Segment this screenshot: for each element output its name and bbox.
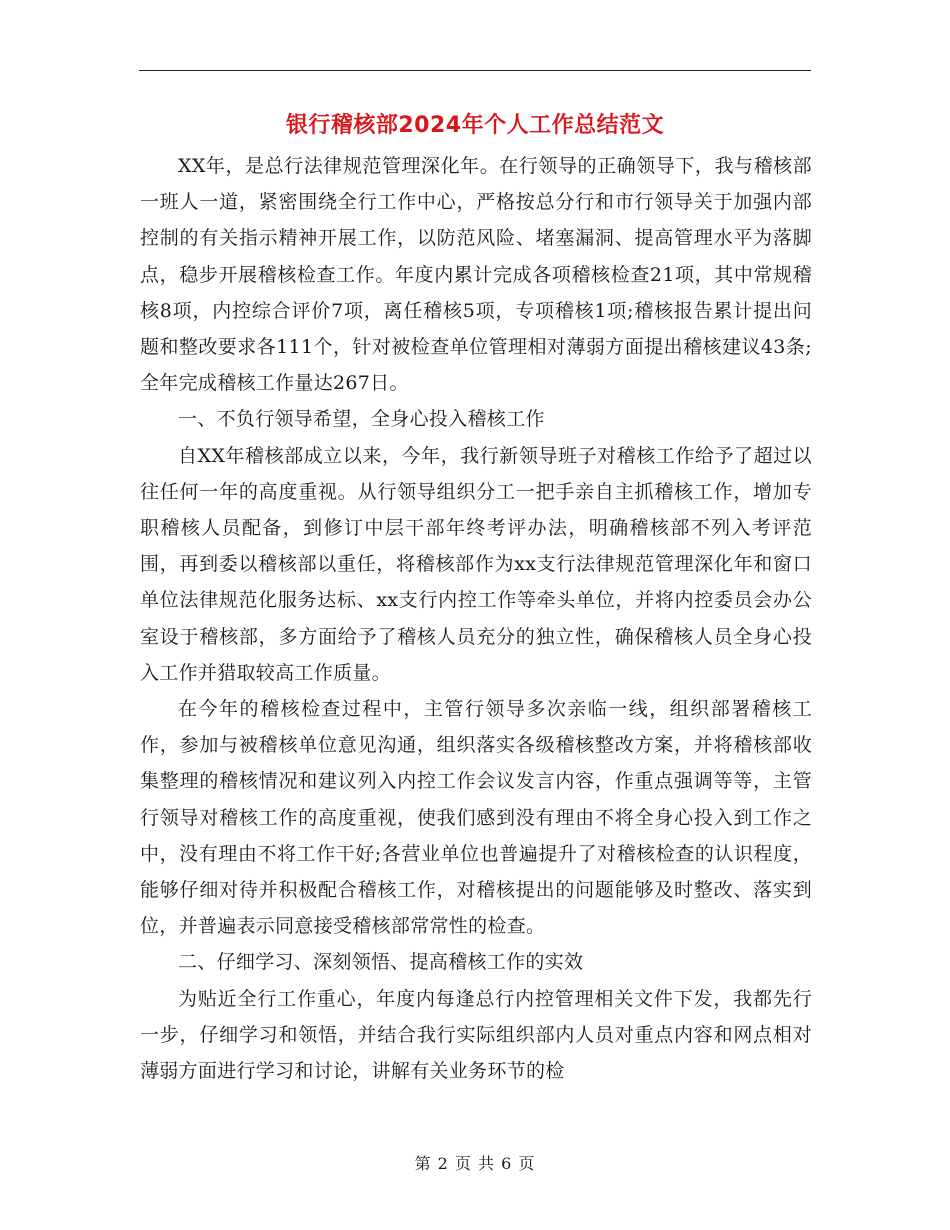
paragraph-intro: XX年，是总行法律规范管理深化年。在行领导的正确领导下，我与稽核部一班人一道，紧密围绕全行工作中心，严格按总分行和市行领导关于加强内部控制的有关指示精神开展工作，以防范风险、堵塞漏洞、提高管理水平为落脚点，稳步开展稽核检查工作。年度内累计完成各项稽核检查21项，其中常规稽核8项，内控综合评价7项，离任稽核5项，专项稽核1项;稽核报告累计提出问题和整改要求各111个，针对被检查单位管理相对薄弱方面提出稽核建议43条;全年完成稽核工作量达267日。 [140, 155, 812, 395]
document-title: 银行稽核部2024年个人工作总结范文 [285, 113, 665, 138]
paragraph-section1-b: 在今年的稽核检查过程中，主管行领导多次亲临一线，组织部署稽核工作，参加与被稽核单位意见沟通，组织落实各级稽核整改方案，并将稽核部收集整理的稽核情况和建议列入内控工作会议发言内容，作重点强调等等，主管行领导对稽核工作的高度重视，使我们感到没有理由不将全身心投入到工作之中，没有理由不将工作干好;各营业单位也普遍提升了对稽核检查的认识程度，能够仔细对待并积极配合稽核工作，对稽核提出的问题能够及时整改、落实到位，并普遍表示同意接受稽核部常常性的检查。 [140, 698, 812, 938]
page-footer: 第 2 页 共 6 页 [414, 1154, 536, 1173]
section-heading-2: 二、仔细学习、深刻领悟、提高稽核工作的实效 [178, 951, 584, 974]
section-heading-1: 一、不负行领导希望，全身心投入稽核工作 [178, 408, 545, 431]
header-rule [139, 70, 811, 71]
paragraph-section2-a: 为贴近全行工作重心，年度内每逢总行内控管理相关文件下发，我都先行 一步，仔细学习和领悟，并结合我行实际组织部内人员对重点内容和网点相对薄弱方面进行学习和讨论，讲解有关业务环节的检 [140, 987, 812, 1083]
paragraph-section1-a: 自XX年稽核部成立以来，今年，我行新领导班子对稽核工作给予了超过以往任何一年的高度重视。从行领导组织分工一把手亲自主抓稽核工作，增加专职稽核人员配备，到修订中层干部年终考评办法，明确稽核部不列入考评范围，再到委以稽核部以重任，将稽核部作为xx支行法律规范管理深化年和窗口单位法律规范化服务达标、xx支行内控工作等牵头单位，并将内控委员会办公室设于稽核部，多方面给予了稽核人员充分的独立性，确保稽核人员全身心投入工作并猎取较高工作质量。 [140, 444, 812, 684]
document-body [140, 148, 812, 1089]
